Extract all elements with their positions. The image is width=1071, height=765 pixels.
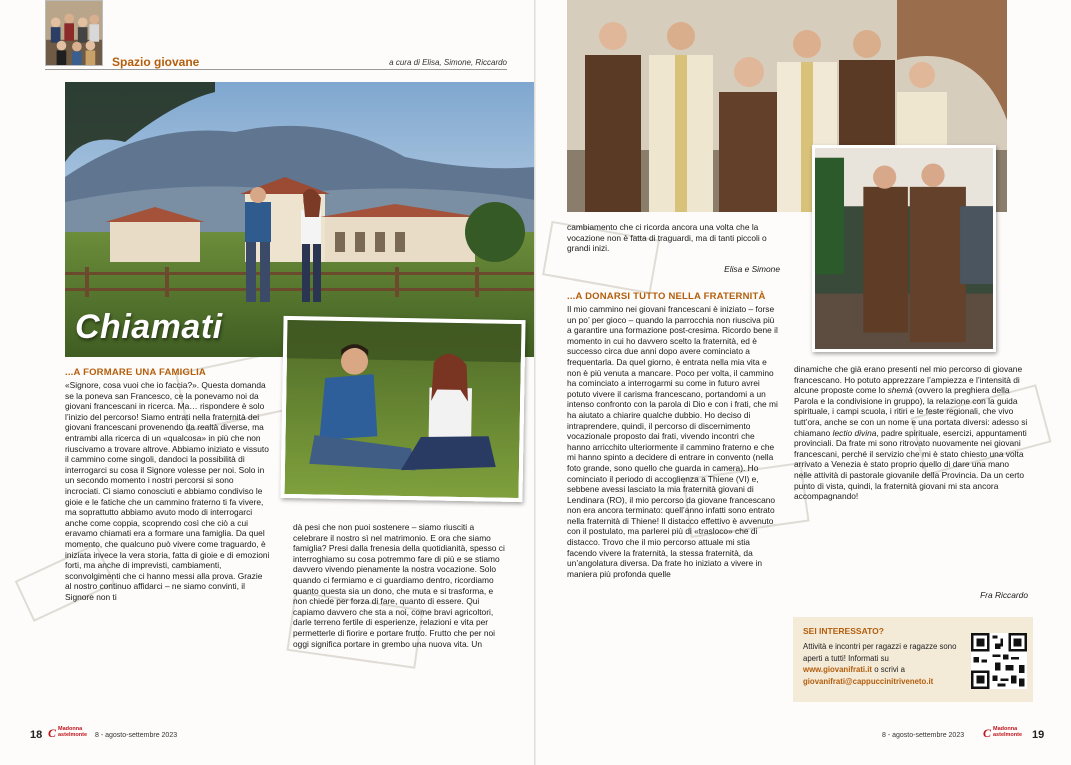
right-column-2-text-b: (ovvero la preghiera della Parola e la condivisione in gruppo), la relazione con la guida spirituale, i campi scuola, i ritiri e le feste regionali, che vivo tutt’ora, anche se con un nome e una portata diversi: adesso si chiamano	[794, 385, 1028, 438]
article-title: Chiamati	[75, 308, 223, 346]
right-column-2-text-c: , padre spirituale, esercizi, appuntamenti provinciali. Da frate mi sono ritrovato nuovamente nei giovani francescani, perché il servizio che mi è stato chiesto una volta arrivato a Venezia è stato proprio quello di dare una mano nelle attività di pastorale giovanile della Provincia. Da un certo punto di vista, quindi, la fraternità giovani mi sta ancora accompagnando!	[794, 427, 1027, 502]
text-column-2: dà pesi che non puoi sostenere – siamo riusciti a celebrare il nostro sì nel matrimonio. E ora che siamo famiglia? Presi dalla frenesia della quotidianità, spesso ci interroghiamo su cosa potremmo fare di più e se stiamo davvero vivendo pienamente la nostra vocazione. Solo quando ci fermiamo e ci guardiamo dentro, ricordiamo quanto questa sia un dono, che muta e si trasforma, e non chiede per forza di fare, quanto di essere. Qui capiamo davvero che sta a noi, come bravi agricoltori, darle terreno fertile di esperienze, relazioni e vita per permetterle di fiorire e portare frutto. Frutto che per noi oggi significa portare in grembo una nuova vita. Un	[293, 522, 505, 649]
info-box-or-text: o scrivi a	[874, 665, 905, 674]
right-text-column-2	[794, 364, 1028, 596]
info-box-description: Attività e incontri per ragazzi e ragazze sono aperti a tutti! Informati su	[803, 642, 957, 663]
email-link[interactable]: giovanifrati@cappuccinitriveneto.it	[803, 676, 934, 686]
logo-text	[58, 726, 87, 738]
info-box-text	[803, 641, 971, 687]
logo-text-line1: Madonna	[58, 726, 83, 732]
article-credits: a cura di Elisa, Simone, Riccardo	[389, 58, 507, 67]
signature-elisa-simone: Elisa e Simone	[724, 264, 780, 274]
logo-mark: C	[48, 726, 57, 740]
text-column-1: «Signore, cosa vuoi che io faccia?». Questa domanda se la poneva san Francesco, ce la ponevamo noi da giovani francescani in ricerca. Ma… rispondere è solo l’inizio del percorso! Siamo entrati nella fraternità dei giovani francescani provenendo da realtà diverse, ma entrambi alla ricerca di un «qualcosa» in più che non riuscivamo a trovare altrove. Abbiamo iniziato e vissuto il cammino come singoli, dandoci la possibilità di interrogarci su cosa il Signore volesse per noi. Solo in un secondo momento i nostri percorsi si sono incrociati. Ci siamo conosciuti e abbiamo condiviso le gioie e le fatiche che un cammino fraterno ti fa vivere, ma soprattutto abbiamo avuto modo di interrogarci anche come coppia, scoprendo così che ciò a cui eravamo chiamati era a formare una famiglia. Da quel momento, che qualcuno può vivere come traguardo, è iniziata invece la vera storia, fatta di gioie e di emozioni forti, ma anche di imprevisti, cambiamenti, sconvolgimenti che ci hanno messi alla prova. Grazie al nostro continuo affidarci – ne siamo convinti, il Signore non ti	[65, 380, 270, 602]
section-label: Spazio giovane	[112, 55, 200, 69]
website-link[interactable]: www.giovanifrati.it	[803, 665, 873, 674]
logo-text	[993, 726, 1022, 738]
right-column-1-intro: cambiamento che ci ricorda ancora una volta che la vocazione non è fatta di traguardi, ma di tanti piccoli o grandi inizi.	[567, 222, 767, 254]
emphasis-lectio-divina: lectio divina	[832, 427, 877, 438]
emphasis-shema: shemà	[887, 385, 913, 396]
info-box-title: SEI INTERESSATO?	[803, 626, 884, 636]
left-page	[0, 0, 535, 765]
page-number-left: 18	[30, 729, 43, 741]
right-column-2-text-a: dinamiche che già erano presenti nel mio percorso di giovane francescano. Ho potuto apprezzare l’ampiezza e l’intensità di alcune proposte come lo	[794, 364, 1023, 396]
page-number-right: 19	[1032, 729, 1045, 741]
logo-text-line2: astelmonte	[993, 732, 1023, 738]
subhead-fraternity: ...A DONARSI TUTTO NELLA FRATERNITÀ	[567, 291, 766, 302]
header-rule	[45, 69, 507, 70]
folio-issue-right: 8 - agosto-settembre 2023	[882, 732, 965, 739]
qr-code-icon[interactable]	[971, 633, 1027, 689]
magazine-logo	[48, 726, 88, 742]
signature-fra-riccardo: Fra Riccardo	[980, 590, 1028, 600]
logo-mark: C	[983, 726, 992, 740]
magazine-logo-right	[983, 726, 1023, 742]
folio-issue-left: 8 - agosto-settembre 2023	[95, 732, 178, 739]
logo-text-line1: Madonna	[993, 726, 1018, 732]
logo-text-line2: astelmonte	[58, 732, 88, 738]
right-text-column-1: Il mio cammino nei giovani francescani è iniziato – forse un po’ per gioco – quando la parrocchia non riusciva più a garantire una formazione post-cresima. Ricordo bene il momento in cui ho davvero scelto la fraternità, ed è successo circa due anni dopo avere cominciato a frequentarla. Da quel giorno, è entrata nella mia vita e non è più venuta a mancare. Poco per volta, il cammino ha cominciato a interrogarmi su come in futuro avrei potuto vivere il carisma francescano, portandomi a un intenso confronto con la parola di Dio e con i frati, che mi ha aiutato a chiarire qualche dubbio. Ho deciso di intraprendere, quindi, il percorso di discernimento vocazionale proposto dai frati, vivendo incontri che hanno arricchito ulteriormente il cammino fraterno e che mi hanno spinto a decidere di entrare in convento (nella foto grande, sono quello che guarda in camera). Ho cominciato il periodo di accoglienza a Thiene (VI) e, sebbene avessi lasciato la mia fraternità giovani di Lendinara (RO), il mio percorso da giovane francescano non era ancora terminato: quell’anno infatti sono entrato nella fraternità di Thiene! Il distacco effettivo è avvenuto con il postulato, ma parlerei più di «trasloco» che di distacco. Trovo che il mio percorso attuale mi stia facendo vivere la fraternità, la stessa fraternità, da un’angolatura diversa. Da frate ho iniziato a vivere in maniera più profonda quelle	[567, 304, 778, 579]
friars-kneeling-photo	[812, 145, 996, 352]
subhead-family: ...A FORMARE UNA FAMIGLIA	[65, 367, 206, 378]
header-group-thumbnail	[45, 0, 103, 66]
couple-photo	[280, 316, 525, 502]
info-box	[793, 617, 1033, 702]
